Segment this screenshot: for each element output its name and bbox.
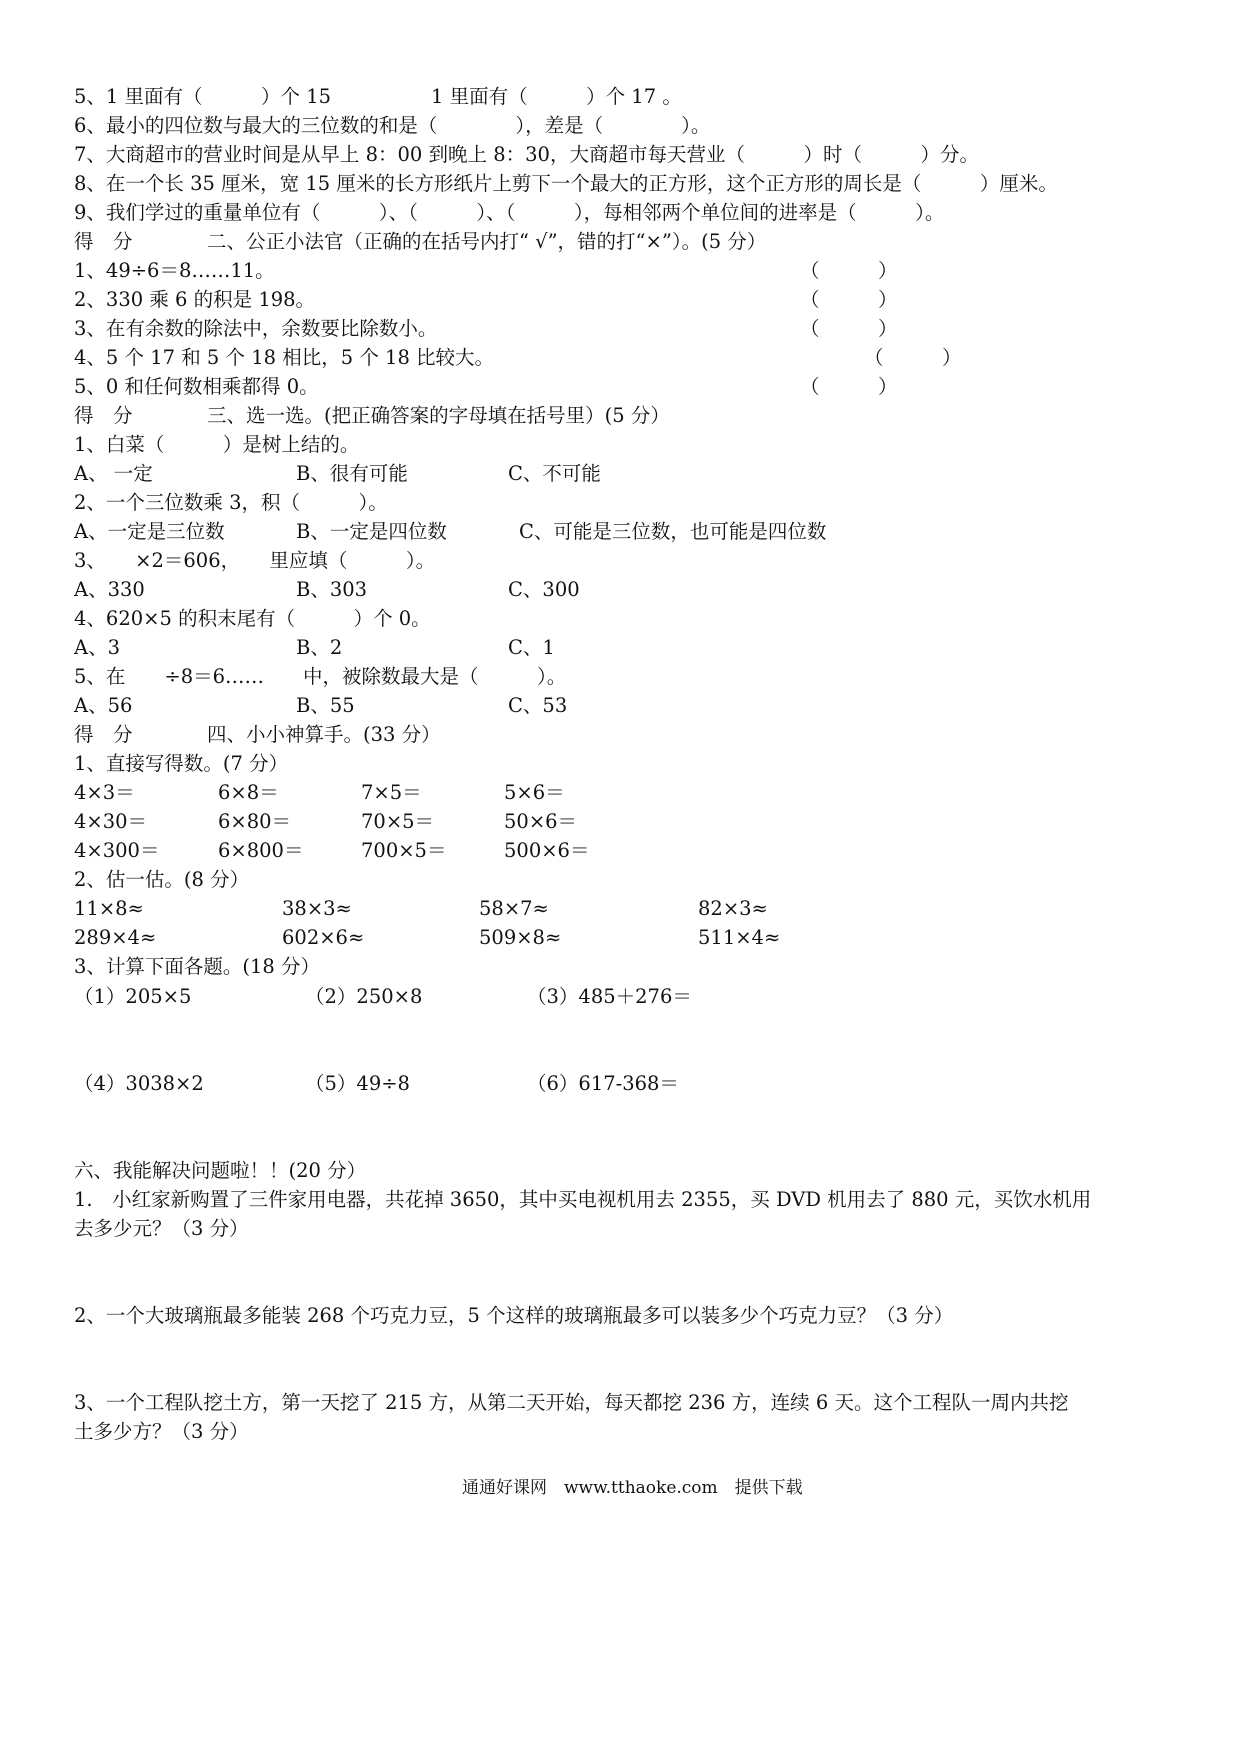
choice-q1-opt-a[interactable]: A、 一定 (74, 462, 153, 485)
calc-estimate-item: 11×8≈ (74, 897, 144, 920)
choice-q4: 4、620×5 的积末尾有（ ）个 0。 (74, 607, 431, 630)
calc-estimate-title: 2、估一估。(8 分） (74, 868, 250, 891)
judge-section-title: 二、公正小法官（正确的在括号内打“ √”，错的打“×”）。(5 分） (207, 230, 767, 253)
solve-problem-2: 2、一个大玻璃瓶最多能装 268 个巧克力豆，5 个这样的玻璃瓶最多可以装多少个巧克力豆？（3 分） (74, 1304, 954, 1327)
calc-direct-item: 4×3＝ (74, 781, 135, 804)
calc-estimate-item: 38×3≈ (282, 897, 352, 920)
choice-q5-opt-b[interactable]: B、55 (296, 694, 355, 717)
calc-estimate-item: 509×8≈ (479, 926, 562, 949)
calc-score-label: 得 分 (74, 723, 133, 746)
calc-estimate-item: 511×4≈ (698, 926, 781, 949)
calc-estimate-item: 289×4≈ (74, 926, 157, 949)
judge-score-label: 得 分 (74, 230, 133, 253)
solve-section-title: 六、我能解决问题啦！！(20 分） (74, 1159, 367, 1182)
choice-q3-opt-a[interactable]: A、330 (74, 578, 145, 601)
judge-item-4: 4、5 个 17 和 5 个 18 相比，5 个 18 比较大。 (74, 346, 495, 369)
solve-problem-1-line-1: 1. 小红家新购置了三件家用电器，共花掉 3650，其中买电视机用去 2355，买 DVD 机用去了 880 元，买饮水机用 (74, 1188, 1092, 1211)
calc-direct-item: 7×5＝ (361, 781, 422, 804)
judge-item-5: 5、0 和任何数相乘都得 0。 (74, 375, 319, 398)
calc-direct-item: 50×6＝ (504, 810, 578, 833)
calc-direct-item: 6×80＝ (218, 810, 292, 833)
fill-q7: 7、大商超市的营业时间是从早上 8：00 到晚上 8：30，大商超市每天营业（ ）时（ ）分。 (74, 143, 979, 166)
calc-direct-item: 5×6＝ (504, 781, 565, 804)
calc-estimate-item: 602×6≈ (282, 926, 365, 949)
choice-q2-opt-b[interactable]: B、一定是四位数 (296, 520, 447, 543)
fill-q5-part1: 5、1 里面有（ ）个 15 (74, 85, 332, 108)
calc-direct-item: 500×6＝ (504, 839, 590, 862)
calc-compute-item: （3）485＋276＝ (527, 985, 692, 1008)
judge-paren-1[interactable]: （ ） (800, 259, 898, 282)
calc-compute-item: （6）617-368＝ (527, 1072, 679, 1095)
calc-direct-item: 4×30＝ (74, 810, 148, 833)
calc-direct-title: 1、直接写得数。(7 分） (74, 752, 289, 775)
choice-q3: 3、 ×2＝606， 里应填（ ）。 (74, 549, 436, 572)
calc-direct-item: 700×5＝ (361, 839, 447, 862)
choice-q4-opt-a[interactable]: A、3 (74, 636, 120, 659)
calc-estimate-item: 58×7≈ (479, 897, 549, 920)
page-footer: 通通好课网 www.tthaoke.com 提供下载 (462, 1478, 803, 1498)
choice-q1-opt-c[interactable]: C、不可能 (508, 462, 601, 485)
calc-direct-item: 6×8＝ (218, 781, 279, 804)
calc-compute-item: （2）250×8 (305, 985, 423, 1008)
choice-q2-opt-a[interactable]: A、一定是三位数 (74, 520, 225, 543)
choice-q2: 2、一个三位数乘 3，积（ ）。 (74, 491, 388, 514)
choice-q1: 1、白菜（ ）是树上结的。 (74, 433, 360, 456)
judge-paren-3[interactable]: （ ） (800, 317, 898, 340)
calc-direct-item: 4×300＝ (74, 839, 160, 862)
fill-q5-part2: 1 里面有（ ）个 17 。 (431, 85, 682, 108)
judge-item-2: 2、330 乘 6 的积是 198。 (74, 288, 316, 311)
choice-q1-opt-b[interactable]: B、很有可能 (296, 462, 408, 485)
fill-q6: 6、最小的四位数与最大的三位数的和是（ ），差是（ ）。 (74, 114, 711, 137)
fill-q9: 9、我们学过的重量单位有（ ）、（ ）、（ ），每相邻两个单位间的进率是（ ）。 (74, 201, 945, 224)
calc-direct-item: 70×5＝ (361, 810, 435, 833)
solve-problem-3-line-1: 3、一个工程队挖土方，第一天挖了 215 方，从第二天开始，每天都挖 236 方，连续 6 天。这个工程队一周内共挖 (74, 1391, 1069, 1414)
judge-paren-5[interactable]: （ ） (800, 375, 898, 398)
judge-paren-4[interactable]: （ ） (864, 346, 962, 369)
calc-direct-item: 6×800＝ (218, 839, 304, 862)
choice-q3-opt-c[interactable]: C、300 (508, 578, 580, 601)
calc-estimate-item: 82×3≈ (698, 897, 768, 920)
judge-item-3: 3、在有余数的除法中，余数要比除数小。 (74, 317, 438, 340)
calc-compute-item: （4）3038×2 (74, 1072, 204, 1095)
choice-q3-opt-b[interactable]: B、303 (296, 578, 368, 601)
judge-paren-2[interactable]: （ ） (800, 288, 898, 311)
choice-q5-opt-c[interactable]: C、53 (508, 694, 568, 717)
solve-problem-3-line-2: 土多少方？（3 分） (74, 1420, 249, 1443)
calc-compute-title: 3、计算下面各题。(18 分） (74, 955, 321, 978)
calc-section-title: 四、小小神算手。(33 分） (207, 723, 441, 746)
choice-q4-opt-c[interactable]: C、1 (508, 636, 555, 659)
choice-q4-opt-b[interactable]: B、2 (296, 636, 343, 659)
calc-compute-item: （1）205×5 (74, 985, 192, 1008)
judge-item-1: 1、49÷6＝8……11。 (74, 259, 275, 282)
choice-section-title: 三、选一选。(把正确答案的字母填在括号里）(5 分） (207, 404, 670, 427)
fill-q8: 8、在一个长 35 厘米，宽 15 厘米的长方形纸片上剪下一个最大的正方形，这个正方形的周长是（ ）厘米。 (74, 172, 1058, 195)
solve-problem-1-line-2: 去多少元？（3 分） (74, 1217, 249, 1240)
choice-q5-opt-a[interactable]: A、56 (74, 694, 133, 717)
calc-compute-item: （5）49÷8 (305, 1072, 410, 1095)
choice-q2-opt-c[interactable]: C、可能是三位数，也可能是四位数 (519, 520, 827, 543)
choice-score-label: 得 分 (74, 404, 133, 427)
choice-q5: 5、在 ÷8＝6…… 中，被除数最大是（ ）。 (74, 665, 567, 688)
